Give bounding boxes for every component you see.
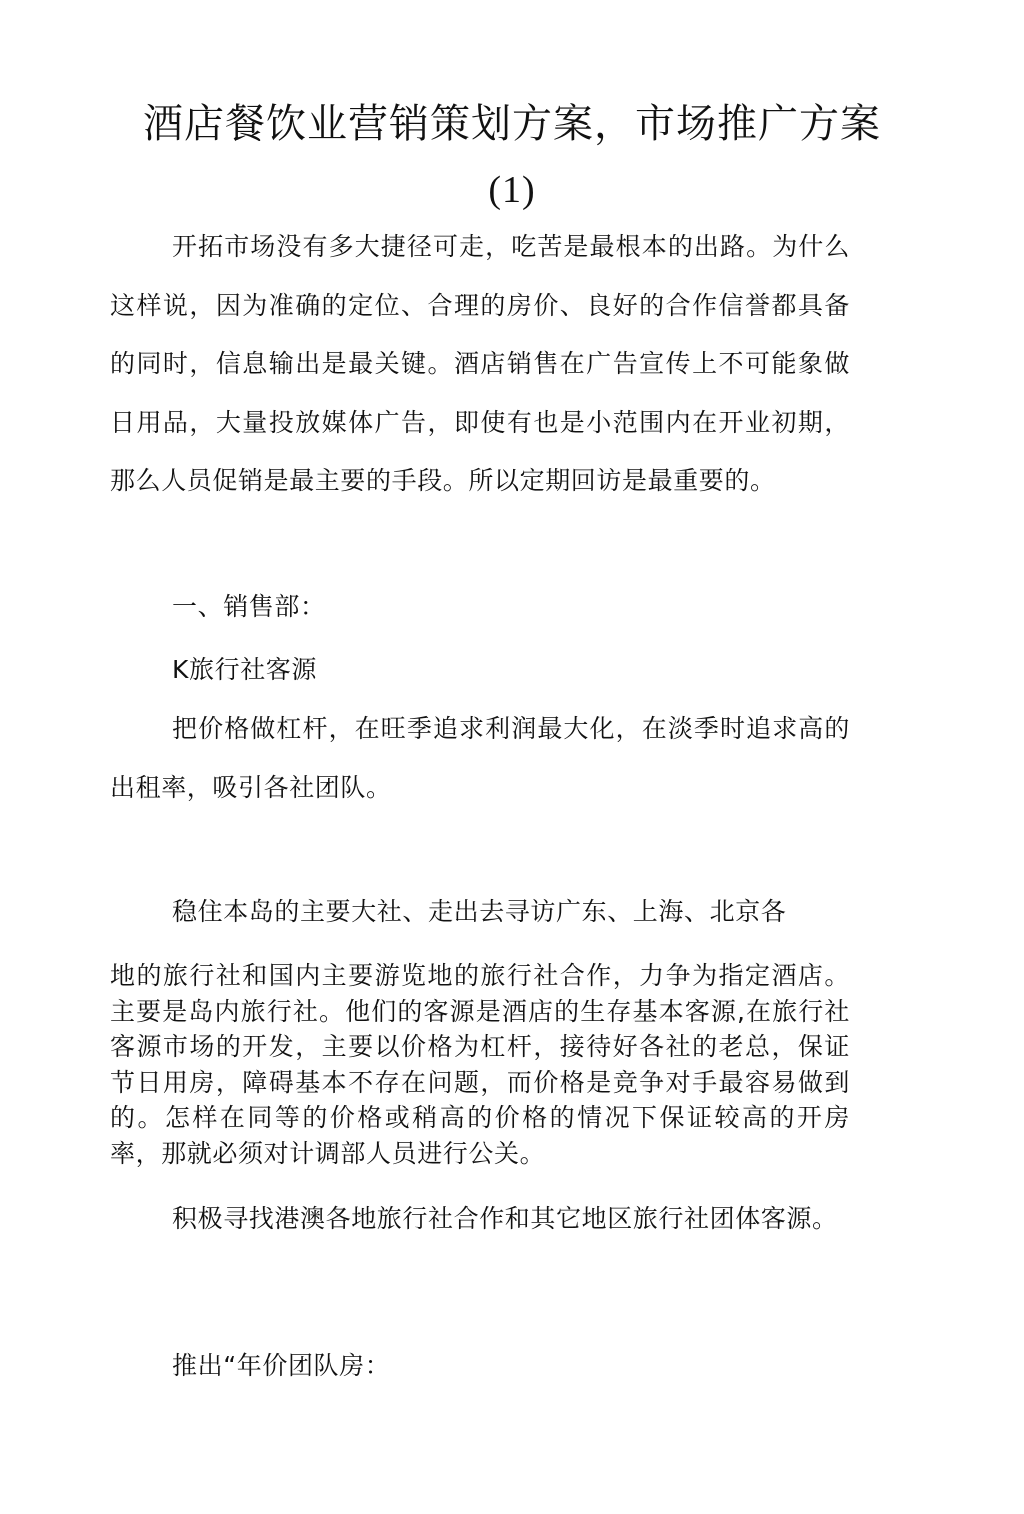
document-title: 酒店餐饮业营销策划方案，市场推广方案 <box>143 101 881 147</box>
section-heading-sales: 一、销售部： <box>172 592 326 621</box>
paragraph-annual-room: 推出“年价团队房： <box>172 1351 391 1380</box>
paragraph-intro: 开拓市场没有多大捷径可走，吃苦是最根本的出路。为什么这样说，因为准确的定位、合理的房价、良好的合作信誉都具备的同时，信息输出是最关键。酒店销售在广告宣传上不可能象做日用品，大量投放媒体广告，即使有也是小范围内在开业初期，那么人员促销是最主要的手段。所以定期回访是最重要的。 <box>110 232 850 495</box>
paragraph-partners-lead: 稳住本岛的主要大社、走出去寻访广东、上海、北京各 <box>172 897 787 926</box>
subsection-heading-travel-agency: K旅行社客源 <box>172 655 317 684</box>
paragraph-pricing: 把价格做杠杆，在旺季追求利润最大化，在淡季时追求高的出租率，吸引各社团队。 <box>110 714 850 802</box>
document-subtitle: (1) <box>488 169 536 211</box>
paragraph-hk-macau: 积极寻找港澳各地旅行社合作和其它地区旅行社团体客源。 <box>172 1204 838 1233</box>
paragraph-partners-body: 地的旅行社和国内主要游览地的旅行社合作，力争为指定酒店。主要是岛内旅行社。他们的客源是酒店的生存基本客源,在旅行社客源市场的开发，主要以价格为杠杆，接待好各社的老总，保证节日用房，障碍基本不存在问题，而价格是竞争对手最容易做到的。怎样在同等的价格或稍高的价格的情况下保证较高的开房率，那就必须对计调部人员进行公关。 <box>110 961 850 1168</box>
